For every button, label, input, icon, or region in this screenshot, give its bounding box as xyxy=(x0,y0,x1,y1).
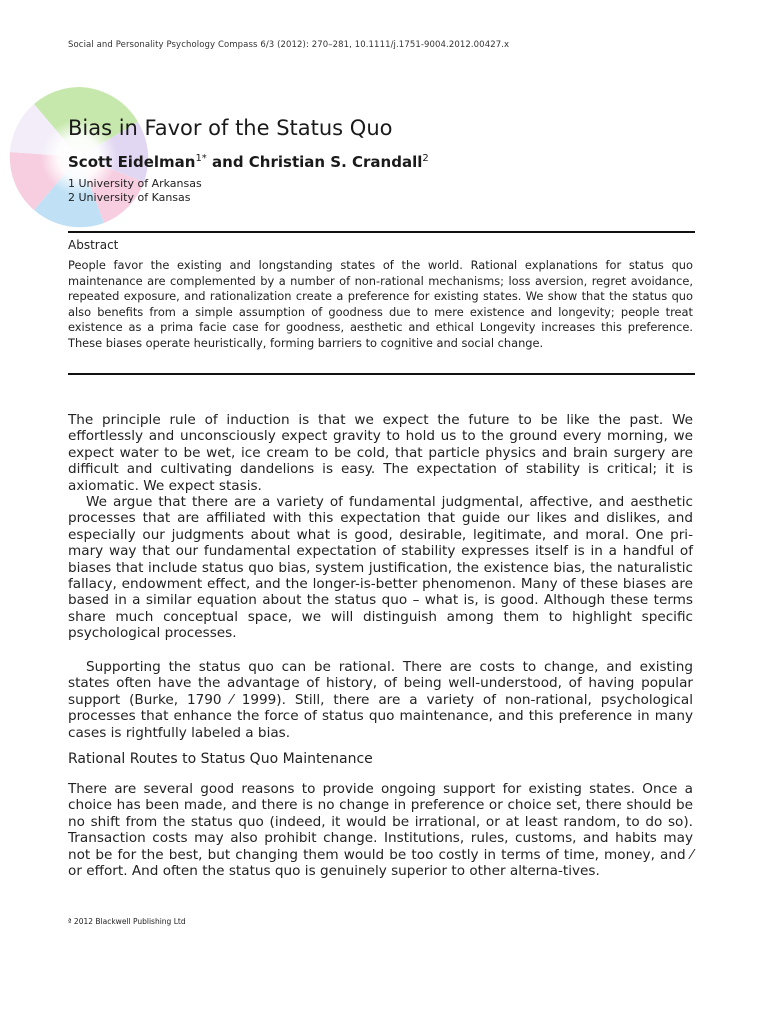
abstract-heading: Abstract xyxy=(68,238,119,252)
copyright-footer: ª 2012 Blackwell Publishing Ltd xyxy=(68,917,186,926)
body-paragraph-1: The principle rule of induction is that we expect the future to be like the past. We effortlessly and unconsciously expect gravity to hold us to the ground every morning, we expect water to be wet, ice cream to be cold, that particle physics and brain surgery are difficult and cultivating dandelions is easy. The expectation of stability is critical; it is axiomatic. We expect stasis. xyxy=(68,412,693,494)
body-paragraph-3: Supporting the status quo can be rational. There are costs to change, and existing states often have the advantage of history, of being well-understood, of having popular support (Burke, 1790 ⁄ 1999). Still, there are a variety of non-rational, psychological processes that enhance the force of status quo maintenance, and this preference in many cases is rightfully labeled a bias. xyxy=(68,659,693,741)
author-2-affiliation-mark: 2 xyxy=(422,153,429,164)
abstract-top-rule xyxy=(68,231,695,233)
abstract-bottom-rule xyxy=(68,373,695,375)
paper-title: Bias in Favor of the Status Quo xyxy=(68,116,393,140)
author-1-affiliation-mark: 1* xyxy=(195,153,207,164)
author-1-name: Scott Eidelman xyxy=(68,153,196,171)
journal-citation: Social and Personality Psychology Compass 6/3 (2012): 270–281, 10.1111/j.1751-9004.2012.00427.x xyxy=(68,40,510,50)
affiliation-1: 1 University of Arkansas xyxy=(68,177,202,190)
author-conjunction: and xyxy=(206,153,249,171)
author-2-name: Christian S. Crandall xyxy=(248,153,423,171)
body-paragraph-4: There are several good reasons to provide ongoing support for existing states. Once a choice has been made, and there is no change in preference or choice set, there should be no shift from the status quo (indeed, it would be irrational, or at least random, to do so). Transaction costs may also prohibit change. Institutions, rules, customs, and habits may not be for the best, but changing them would be too costly in terms of time, money, and ⁄ or effort. And often the status quo is genuinely superior to other alterna-tives. xyxy=(68,781,693,880)
author-list xyxy=(68,153,429,171)
affiliation-2: 2 University of Kansas xyxy=(68,191,191,204)
section-heading: Rational Routes to Status Quo Maintenance xyxy=(68,751,373,767)
abstract-text: People favor the existing and longstanding states of the world. Rational explanations for status quo maintenance are complemented by a number of non-rational mechanisms; loss aversion, regret avoidance, repeated exposure, and rationalization create a preference for existing states. We show that the status quo also benefits from a simple assumption of goodness due to mere existence and longevity; people treat existence as a prima facie case for goodness, aesthetic and ethical Longevity increases this preference. These biases operate heuristically, forming barriers to cognitive and social change. xyxy=(68,258,693,350)
body-paragraph-2: We argue that there are a variety of fundamental judgmental, affective, and aesthetic processes that are affiliated with this expectation that guide our likes and dislikes, and especially our judgments about what is good, desirable, legitimate, and moral. One pri-mary way that our fundamental expectation of stability expresses itself is in a handful of biases that include status quo bias, system justification, the existence bias, the naturalistic fallacy, endowment effect, and the longer-is-better phenomenon. Many of these biases are based in a similar equation about the status quo – what is, is good. Although these terms share much conceptual space, we will distinguish among them to highlight specific psychological processes. xyxy=(68,494,693,642)
